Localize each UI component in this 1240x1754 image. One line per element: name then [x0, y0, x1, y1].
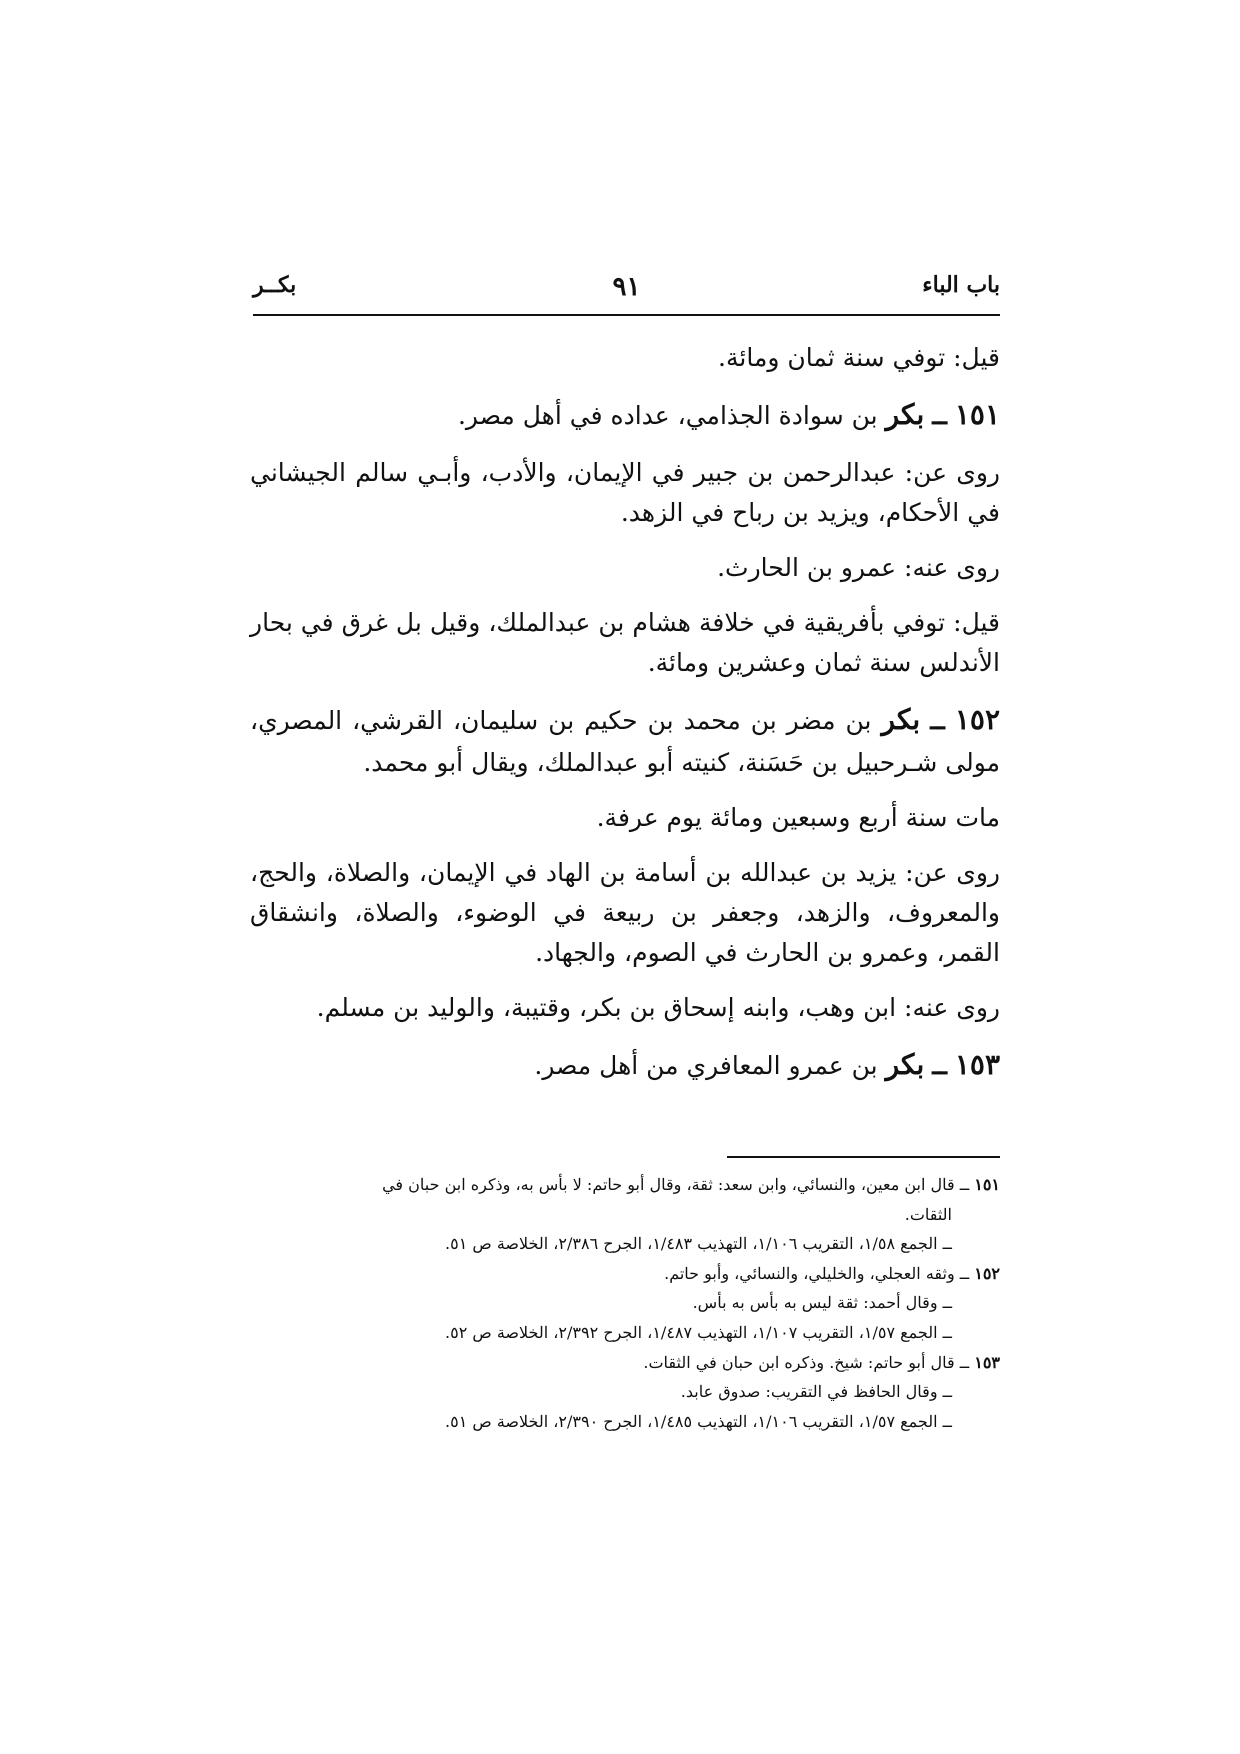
entry-152-heading	[250, 698, 1000, 783]
entry-152-death: مات سنة أربع وسبعين ومائة يوم عرفة.	[596, 802, 1000, 832]
main-text	[250, 338, 1000, 1102]
entry-number: ١٥٢	[954, 702, 1001, 736]
entry-151-death: قيل: توفي بأفريقية في خلافة هشام بن عبدالملك، وقيل بل غرق في بحار الأندلس سنة ثمان وعشرين ومائة.	[250, 607, 1000, 677]
footnotes	[250, 1170, 1000, 1436]
footnote-152	[250, 1259, 1000, 1289]
entry-name: بكر	[881, 702, 921, 736]
footnote-151-sources: ــ الجمع ١/٥٨، التقريب ١/١٠٦، التهذيب ١/٤٨٣، الجرح ٢/٣٨٦، الخلاصة ص ٥١.	[445, 1234, 952, 1254]
footnote-153-hafiz: ــ وقال الحافظ في التقريب: صدوق عابد.	[680, 1382, 952, 1402]
entry-dash: ــ	[930, 705, 945, 735]
paragraph-previous-death: قيل: توفي سنة ثمان ومائة.	[718, 343, 1000, 372]
entry-number: ١٥٣	[954, 1047, 1000, 1081]
entry-description: بن مضر بن محمد بن حكيم بن سليمان، القرشي، المصري، مولى شـرحبيل بن حَسَنة، كنيته أبو عبدالملك، ويقال أبو محمد.	[250, 705, 1000, 777]
footnote-number: ١٥٣	[974, 1352, 1000, 1372]
entry-151-narrated-by: روى عنه: عمرو بن الحارث.	[717, 552, 1000, 582]
footnote-153	[250, 1348, 1000, 1378]
footnote-151-continuation: الثقات.	[904, 1204, 952, 1224]
entry-152-narrated-from: روى عن: يزيد بن عبدالله بن أسامة بن الهاد في الإيمان، والصلاة، والحج، والمعروف، والزهد، وجعفر بن ربيعة في الوضوء، والصلاة، وانشقاق القمر، وعمرو بن الحارث في الصوم، والجهاد.	[250, 857, 1000, 967]
entry-description: بن عمرو المعافري من أهل مصر.	[534, 1050, 886, 1080]
footnote-152-ahmad: ــ وقال أحمد: ثقة ليس به بأس به بأس.	[692, 1293, 952, 1313]
footnote-151	[250, 1170, 1000, 1200]
footnote-text: ــ قال ابن معين، والنسائي، وابن سعد: ثقة، وقال أبو حاتم: لا بأس به، وذكره ابن حبان في	[382, 1175, 975, 1194]
footnote-separator	[727, 1156, 1000, 1158]
chapter-title: باب الباء	[922, 272, 1000, 298]
entry-description: بن سوادة الجذامي، عداده في أهل مصر.	[457, 401, 886, 430]
section-title: بكــر	[253, 272, 297, 298]
running-header	[253, 268, 1000, 316]
footnote-152-sources: ــ الجمع ١/٥٧، التقريب ١/١٠٧، التهذيب ١/٤٨٧، الجرح ٢/٣٩٢، الخلاصة ص ٥٢.	[445, 1322, 952, 1342]
footnote-number: ١٥٢	[974, 1263, 1000, 1283]
footnote-153-sources: ــ الجمع ١/٥٧، التقريب ١/١٠٦، التهذيب ١/٤٨٥، الجرح ٢/٣٩٠، الخلاصة ص ٥١.	[445, 1411, 952, 1431]
entry-name: بكر	[885, 398, 925, 431]
footnote-number: ١٥١	[974, 1175, 1000, 1194]
entry-152-narrated-by: روى عنه: ابن وهب، وابنه إسحاق بن بكر، وقتيبة، والوليد بن مسلم.	[316, 992, 1000, 1022]
entry-dash: ــ	[932, 1050, 947, 1080]
footnote-text: ــ وثقه العجلي، والخليلي، والنسائي، وأبو حاتم.	[664, 1263, 975, 1283]
entry-151-narrated-from: روى عن: عبدالرحمن بن جبير في الإيمان، والأدب، وأبـي سالم الجيشاني في الأحكام، ويزيد بن رباح في الزهد.	[250, 457, 1000, 527]
entry-dash: ــ	[932, 401, 947, 430]
entry-151-heading	[250, 393, 1000, 438]
entry-153-heading	[250, 1043, 1000, 1088]
page-number: ٩١	[612, 272, 641, 302]
entry-number: ١٥١	[954, 398, 1000, 431]
entry-name: بكر	[885, 1047, 925, 1081]
footnote-text: ــ قال أبو حاتم: شيخ. وذكره ابن حبان في الثقات.	[643, 1352, 975, 1372]
